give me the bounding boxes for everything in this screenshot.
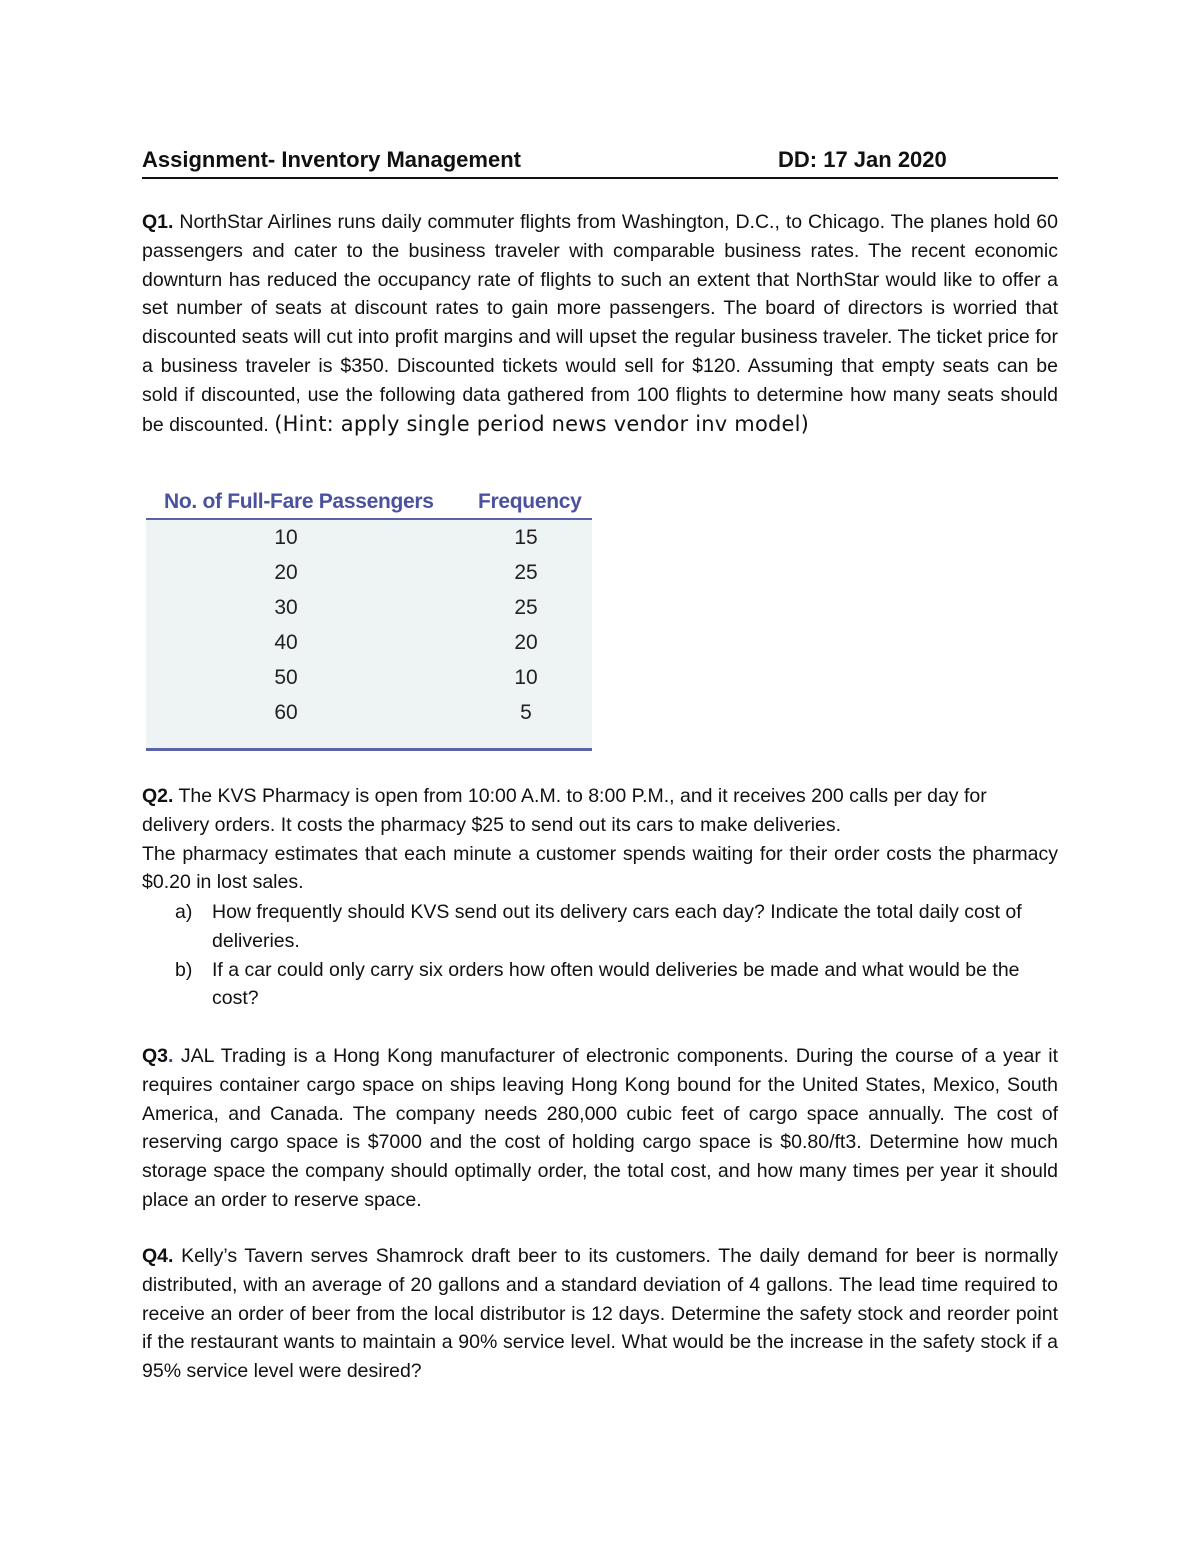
table-header xyxy=(146,482,592,520)
table-cell-frequency: 5 xyxy=(520,701,532,724)
question-2-subquestions xyxy=(142,898,1058,1013)
question-3-label-dot: . xyxy=(168,1045,174,1067)
question-2-text-2: The pharmacy estimates that each minute a customer spends waiting for their order costs the pharmacy $0.20 in lost sales. xyxy=(142,842,1058,894)
question-1-hint: (Hint: apply single period news vendor inv model) xyxy=(274,411,810,436)
table-row xyxy=(146,631,592,666)
column-header-passengers: No. of Full-Fare Passengers xyxy=(164,490,434,513)
question-1-text: NorthStar Airlines runs daily commuter flights from Washington, D.C., to Chicago. The planes hold 60 passengers and cater to the business traveler with comparable business rates. The recent economic downturn has reduced the occupancy rate of flights to such an extent that NorthStar would like to offer a set number of seats at discount rates to gain more passengers. The board of directors is worried that discounted seats will cut into profit margins and will upset the regular business traveler. The ticket price for a business traveler is $350. Discounted tickets would sell for $120. Assuming that empty seats can be sold if discounted, use the following data gathered from 100 flights to determine how many seats should be discounted. xyxy=(142,211,1058,436)
question-3-text: JAL Trading is a Hong Kong manufacturer of electronic components. During the course of a year it requires container cargo space on ships leaving Hong Kong bound for the United States, Mexico, South America, and Canada. The company needs 280,000 cubic feet of cargo space annually. The cost of reserving cargo space is $7000 and the cost of holding cargo space is $0.80/ft3. Determine how much storage space the company should optimally order, the total cost, and how many times per year it should place an order to reserve space. xyxy=(142,1045,1059,1211)
list-item-text: If a car could only carry six orders how often would deliveries be made and what would be the cost? xyxy=(212,958,1020,1010)
question-4-label: Q4. xyxy=(142,1245,174,1267)
column-header-frequency: Frequency xyxy=(478,490,582,513)
table-row xyxy=(146,666,592,701)
table-cell-passengers: 30 xyxy=(274,596,298,619)
question-3-label: Q3 xyxy=(142,1045,169,1067)
question-3 xyxy=(142,1042,1058,1215)
table-cell-frequency: 25 xyxy=(514,596,538,619)
table-row xyxy=(146,596,592,631)
table-cell-passengers: 50 xyxy=(274,666,298,689)
list-item-text: How frequently should KVS send out its delivery cars each day? Indicate the total daily cost of deliveries. xyxy=(212,901,1022,952)
list-marker: b) xyxy=(175,958,193,981)
due-date: DD: 17 Jan 2020 xyxy=(778,147,947,172)
question-1-label: Q1. xyxy=(142,211,174,233)
question-2-text-1: The KVS Pharmacy is open from 10:00 A.M. to 8:00 P.M., and it receives 200 calls per day for delivery orders. It costs the pharmacy $25 to send out its cars to make deliveries. xyxy=(142,785,987,836)
table-cell-passengers: 60 xyxy=(274,701,298,724)
document-header xyxy=(142,143,1058,179)
table-row xyxy=(146,561,592,596)
question-2-label: Q2. xyxy=(142,785,174,807)
table-cell-frequency: 20 xyxy=(514,631,538,654)
table-cell-passengers: 10 xyxy=(274,526,298,549)
list-item xyxy=(142,898,1058,956)
table-cell-frequency: 10 xyxy=(514,666,538,689)
list-item xyxy=(142,956,1058,1014)
table-cell-frequency: 25 xyxy=(514,561,538,584)
table-row xyxy=(146,526,592,561)
question-2 xyxy=(142,782,1058,897)
question-4 xyxy=(142,1242,1058,1386)
table-row xyxy=(146,701,592,736)
question-2-intro xyxy=(142,782,1058,840)
passenger-frequency-table xyxy=(146,482,592,750)
table-body xyxy=(146,520,592,751)
document-title: Assignment- Inventory Management xyxy=(142,147,521,172)
list-marker: a) xyxy=(175,901,193,923)
table-cell-passengers: 20 xyxy=(274,561,298,584)
question-1 xyxy=(142,208,1058,439)
table-cell-frequency: 15 xyxy=(514,526,538,549)
question-4-text: Kelly’s Tavern serves Shamrock draft beer to its customers. The daily demand for beer is normally distributed, with an average of 20 gallons and a standard deviation of 4 gallons. The lead time required to receive an order of beer from the local distributor is 12 days. Determine the safety stock and reorder point if the restaurant wants to maintain a 90% service level. What would be the increase in the safety stock if a 95% service level were desired? xyxy=(142,1245,1058,1383)
table-cell-passengers: 40 xyxy=(274,631,298,654)
